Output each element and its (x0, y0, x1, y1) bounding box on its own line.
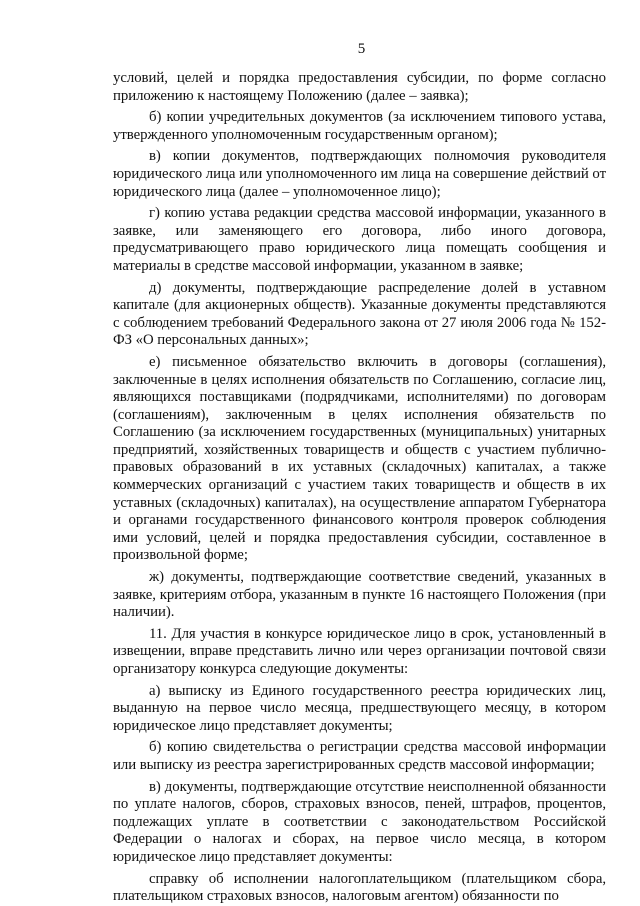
paragraph: в) документы, подтверждающие отсутствие неисполненной обязанности по уплате налогов, сборов, страховых взносов, пеней, штрафов, процентов, подлежащих уплате в соответствии с законодательством Российской Федерации о налогах и сборах, на первое число месяца, в котором юридическое лицо представляет документы: (113, 778, 606, 865)
paragraph: д) документы, подтверждающие распределение долей в уставном капитале (для акционерных обществ). Указанные документы представляются с соблюдением требований Федерального закона от 27 июля 2006 года № 152-ФЗ «О персональных данных»; (113, 279, 606, 349)
page-number: 5 (357, 41, 366, 57)
paragraph: б) копии учредительных документов (за исключением типового устава, утвержденного уполномоченным государственным органом); (113, 109, 606, 143)
paragraph: условий, целей и порядка предоставления субсидии, по форме согласно приложению к настоящему Положению (далее – заявка); (113, 70, 606, 104)
paragraph: б) копию свидетельства о регистрации средства массовой информации или выписку из реестра зарегистрированных средств массовой информации; (113, 739, 606, 773)
document-body (113, 70, 606, 906)
paragraph: е) письменное обязательство включить в договоры (соглашения), заключенные в целях исполнения обязательств по Соглашению, согласие лиц, являющихся поставщиками (подрядчиками, исполнителями) по договорам (соглашениям), заключенным в целях исполнения обязательств по Соглашению (за исключением государственных (муниципальных) унитарных предприятий, хозяйственных товариществ и обществ с участием публично-правовых образований в их уставных (складочных) капиталах, а также коммерческих организаций с участием таких товариществ и обществ в их уставных (складочных) капиталах), на осуществление аппаратом Губернатора и органами государственного финансового контроля проверок соблюдения ими условий, целей и порядка предоставления субсидии, составленное в произвольной форме; (113, 353, 606, 564)
paragraph: справку об исполнении налогоплательщиком (плательщиком сбора, плательщиком страховых взносов, налоговым агентом) обязанности по (113, 870, 606, 905)
paragraph: г) копию устава редакции средства массовой информации, указанного в заявке, или заменяющего его договора, либо иного договора, предусматривающего право юридического лица помещать сообщения и материалы в средстве массовой информации, указанном в заявке; (113, 205, 606, 274)
paragraph: в) копии документов, подтверждающих полномочия руководителя юридического лица или уполномоченного им лица на совершение действий от юридического лица (далее – уполномоченное лицо); (113, 148, 606, 200)
paragraph: ж) документы, подтверждающие соответствие сведений, указанных в заявке, критериям отбора, указанным в пункте 16 настоящего Положения (при наличии). (113, 569, 606, 621)
paragraph: а) выписку из Единого государственного реестра юридических лиц, выданную на первое число месяца, предшествующего месяцу, в котором юридическое лицо представляет документы; (113, 682, 606, 734)
paragraph: 11. Для участия в конкурсе юридическое лицо в срок, установленный в извещении, вправе представить лично или через организации почтовой связи организатору конкурса следующие документы: (113, 625, 606, 677)
